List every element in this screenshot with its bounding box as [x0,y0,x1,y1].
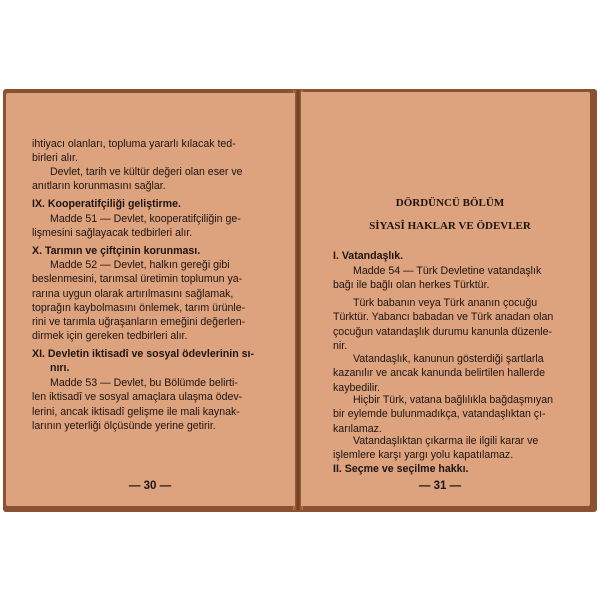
text-line: karılamaz. [333,422,382,435]
heading-x: X. Tarımın ve çiftçinin korunması. [32,245,201,257]
text-line: toprağın kaybolmasını önlemek, tarım ürünle- [32,301,246,314]
text-line: Türk babanın veya Türk ananın çocuğu [353,297,538,309]
text-line: dirmek için gereken tedbirleri alır. [32,330,188,343]
text-line: lerini, ancak iktisadî gelişme ile mali kaynak- [32,405,240,418]
paragraph-loss [333,393,553,436]
text-line: rarına uygun olarak artırılmasını sağlamak, [32,287,234,300]
text-line: kaybedilir. [333,381,381,394]
text-line: birleri alır. [32,152,78,165]
text-line: anıtların korunmasını sağlar. [32,180,166,193]
text-line: çocuğun vatandaşlık durumu kanunla düzenle- [333,325,553,338]
article-51 [32,212,241,241]
chapter-title: DÖRDÜNCÜ BÖLÜM [395,197,505,209]
text-line: nir. [333,339,348,352]
paragraph-acquisition [333,352,545,395]
left-paragraph-continued [32,137,236,166]
text-line: bir eylemde bulunmadıkça, vatandaşlıktan çı- [333,408,546,421]
article-54 [333,264,541,293]
heading-ii: II. Seçme ve seçilme hakkı. [333,463,469,475]
text-line: kazanılır ve ancak kanunda belirtilen hallerde [333,367,546,380]
article-52 [32,258,245,344]
heading-ix: IX. Kooperatifçiliği geliştirme. [32,198,181,210]
page-number-left: — 30 — [128,480,172,492]
text-line: beslenmesini, tarımsal üretimin toplumun ya- [32,273,243,286]
text-line: rini ve tarımla uğraşanların emeğini değerlen- [32,316,246,329]
heading-xi [32,347,254,376]
text-line: ihtiyacı olanları, topluma yararlı kılacak ted- [32,138,236,150]
paragraph-judicial [333,434,538,463]
text-line: Madde 53 — Devlet, bu Bölümde belirti- [50,377,238,389]
chapter-subtitle: SİYASÎ HAKLAR VE ÖDEVLER [369,220,531,232]
text-line: lişmesini sağlayacak tedbirleri alır. [32,227,193,240]
text-line: Madde 54 — Türk Devletine vatandaşlık [353,265,542,277]
text-line: Hiçbir Türk, vatana bağlılıkla bağdaşmıyan [353,394,554,406]
left-paragraph-heritage [32,165,243,194]
paragraph-parentage [333,296,553,353]
text-line: Vatandaşlık, kanunun gösterdiği şartlarla [353,353,544,365]
text-line: işlemlere karşı yargı yolu kapatılamaz. [333,449,514,462]
text-line: larının yeterliği ölçüsünde yerine getirir. [32,419,216,432]
heading-i: I. Vatandaşlık. [333,250,404,262]
text-line: bağı ile bağlı olan herkes Türktür. [333,279,490,292]
text-line: XI. Devletin iktisadî ve sosyal ödevlerinin sı- [32,348,254,360]
text-line: Türktür. Yabancı babadan ve Türk anadan olan [333,311,554,324]
text-line: Madde 51 — Devlet, kooperatifçiliğin ge- [50,213,241,225]
text-line: nırı. [50,362,70,375]
text-line: len iktisadî ve sosyal amaçlara ulaşma ödev- [32,391,243,404]
text-line: Madde 52 — Devlet, halkın gereği gibi [50,259,230,271]
text-line: Devlet, tarih ve kültür değeri olan eser ve [50,166,243,178]
text-line: Vatandaşlıktan çıkarma ile ilgili karar ve [353,435,539,447]
page-number-right: — 31 — [418,480,462,492]
article-53 [32,376,242,433]
